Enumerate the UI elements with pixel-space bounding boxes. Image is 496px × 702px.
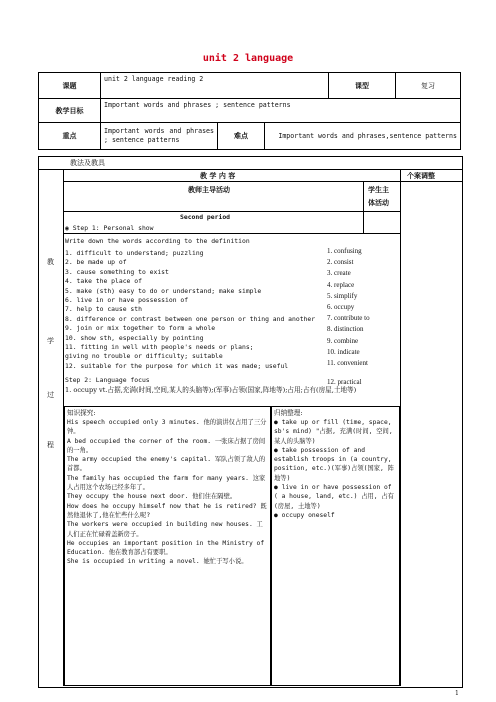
answer-item: 10. indicate xyxy=(327,347,360,356)
definition-item: 4. take the place of xyxy=(65,277,142,286)
definition-item: 7. help to cause sth xyxy=(65,305,142,314)
definition-item: 12. suitable for the purpose for which it was made; useful xyxy=(65,361,289,370)
difficulty-value: Important words and phrases,sentence patterns xyxy=(265,123,461,150)
key-label: 重点 xyxy=(39,123,101,150)
side-label-1: 教 xyxy=(47,258,54,266)
explore-line: The workers were occupied in building new houses. 工人们正在忙碌着盖新房子。 xyxy=(67,521,263,538)
side-label-2: 学 xyxy=(47,337,54,345)
answer-item: 9. combine xyxy=(327,336,359,345)
answer-item: 3. create xyxy=(327,269,351,278)
explore-line: She is occupied in writing a novel. 她忙于写小说。 xyxy=(67,558,248,566)
step1-heading: ◉ Step 1: Personal show xyxy=(65,224,154,232)
occupy-definition: 1. occupy vt.占据,充满(时间,空间,某人的头脑等);(军事)占领(国家,阵地等);占用;占有(房屋,土地等) xyxy=(65,386,357,394)
definition-item: 5. make (sth) easy to do or understand; make simple xyxy=(65,286,262,295)
side-label-3: 过 xyxy=(47,391,54,399)
summary-box xyxy=(271,406,400,686)
type-label: 课型 xyxy=(329,73,396,99)
lesson-header-table xyxy=(38,72,461,150)
document-title: unit 2 language xyxy=(202,53,294,64)
answers-list xyxy=(327,246,399,388)
explore-heading: 知识探究: xyxy=(67,409,96,417)
definition-item: giving no trouble or difficulty; suitable xyxy=(65,352,223,361)
definition-item: 2. be made up of xyxy=(65,258,127,267)
page-number: 1 xyxy=(455,690,459,697)
teaching-content-heading: 教 学 内 容 xyxy=(200,171,236,180)
answer-item: 11. convenient xyxy=(327,359,368,368)
definition-item: 6. live in or have possession of xyxy=(65,296,189,305)
type-value: 复习 xyxy=(396,73,461,99)
step2-heading: Step 2: Language focus xyxy=(65,376,150,384)
personal-adjust-heading: 个案调整 xyxy=(407,171,435,180)
explore-line: They occupy the house next door. 他们住在隔壁。 xyxy=(67,493,237,501)
course-label: 课题 xyxy=(39,73,101,99)
period-heading: Second period xyxy=(180,213,231,221)
student-activity-heading-1: 学生主 xyxy=(368,185,389,194)
explore-line: How does he occupy himself now that he is retired? 既然他退休了,他在忙些什么呢? xyxy=(67,502,267,519)
answer-item: 6. occupy xyxy=(327,303,355,312)
definition-item: 1. difficult to understand; puzzling xyxy=(65,249,204,257)
explore-line: A bed occupied the corner of the room. 一张床占据了房间的一角。 xyxy=(67,437,266,454)
goal-label: 教学目标 xyxy=(39,99,101,123)
answer-item: 7. contribute to xyxy=(327,314,370,323)
explore-line: His speech occupied only 3 minutes. 他的演讲仅占用了三分钟。 xyxy=(67,419,267,436)
answer-item: 4. replace xyxy=(327,280,355,289)
answer-item: 5. simplify xyxy=(327,291,358,300)
explore-line: The army occupied the enemy's capital. 军队占领了敌人的首都。 xyxy=(67,456,266,473)
answer-item: 12. practical xyxy=(327,378,362,387)
goal-value: Important words and phrases ; sentence patterns xyxy=(101,99,461,123)
summary-line: ● take up or fill (time, space, sb's mind) "占据, 充满(时间, 空间, 某人的头脑等) xyxy=(274,419,393,445)
definition-item: 8. difference or contrast between one person or thing and another xyxy=(65,314,316,323)
summary-line: ● occupy oneself xyxy=(274,511,335,519)
aids-label: 教法及教具 xyxy=(70,159,105,167)
teacher-activity-heading: 教师主导活动 xyxy=(188,185,230,194)
course-value: unit 2 language reading 2 xyxy=(101,73,329,99)
definition-item: 10. show sth, especially by pointing xyxy=(65,333,204,342)
definition-item: 9. join or mix together to form a whole xyxy=(65,324,216,333)
summary-line: ● take possession of and establish troops in (a country, position, etc.)(军事)占领(国家, 阵地等) xyxy=(274,446,394,482)
answer-item: 1. confusing xyxy=(327,247,362,255)
explore-line: The family has occupied the farm for many years. 这家人占用这个农场已经多年了。 xyxy=(67,474,266,492)
answer-item: 8. distinction xyxy=(327,325,364,334)
definitions-list xyxy=(65,249,340,371)
answer-item: 2. consist xyxy=(327,258,354,267)
difficulty-label: 难点 xyxy=(218,123,265,150)
instruction-text: Write down the words according to the definition xyxy=(65,237,250,245)
summary-line: ● live in or have possession of ( a house, land, etc.) 占用, 占有(房屋, 土地等) xyxy=(274,484,394,510)
key-value: Important words and phrases ; sentence patterns xyxy=(101,123,218,150)
side-label-4: 程 xyxy=(47,441,54,449)
student-activity-heading-2: 体活动 xyxy=(368,198,389,207)
explore-line: He occupies an important position in the Ministry of Education. 他在教育部占有要职。 xyxy=(67,539,265,557)
knowledge-explore-box xyxy=(64,406,271,686)
definition-item: 11. fitting in well with people's needs or plans; xyxy=(65,343,254,352)
definition-item: 3. cause something to exist xyxy=(65,267,169,276)
summary-heading: 归纳整理: xyxy=(274,409,303,417)
